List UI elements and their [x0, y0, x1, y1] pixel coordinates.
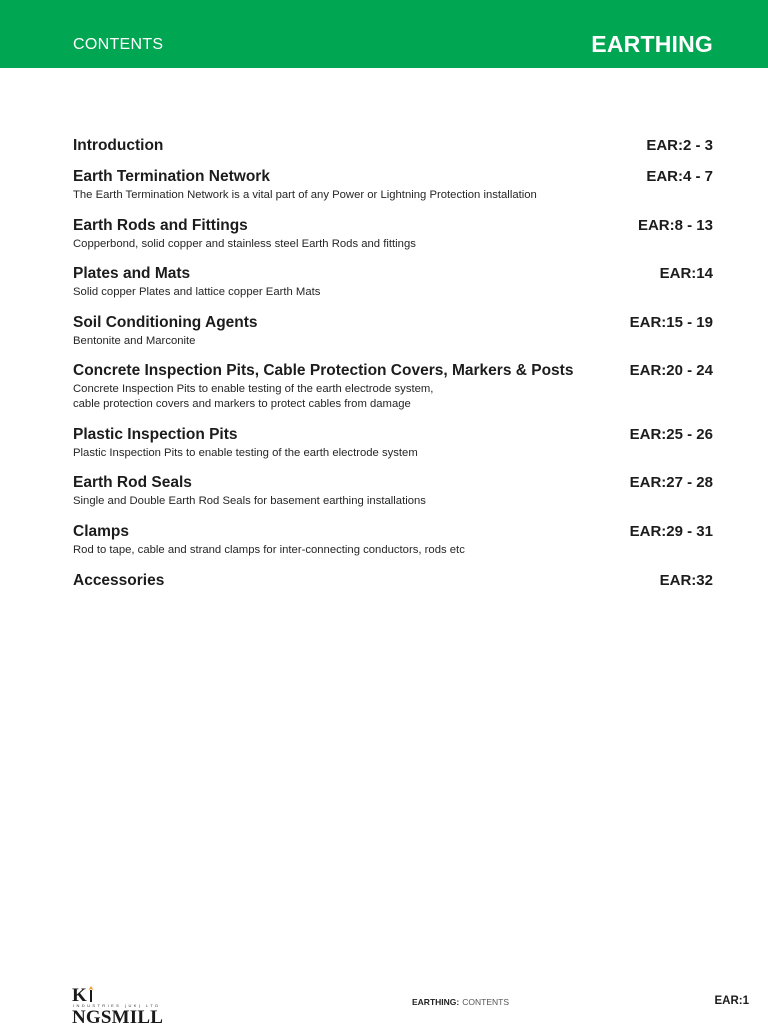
- toc-title: Introduction: [73, 137, 164, 154]
- toc-entry: [73, 314, 713, 349]
- header-bar: [0, 0, 768, 68]
- toc-entry: [73, 523, 713, 558]
- toc-title-row: [73, 217, 713, 235]
- toc-entry: [73, 362, 713, 412]
- toc-title-row: [73, 265, 713, 283]
- toc-page-ref: EAR:29 - 31: [629, 523, 713, 540]
- page-number: EAR:1: [714, 995, 749, 1007]
- logo-tagline: INDUSTRIES (UK) LTD: [73, 1003, 161, 1008]
- section-label: CONTENTS: [73, 36, 164, 53]
- toc-description: Copperbond, solid copper and stainless steel Earth Rods and fittings: [73, 238, 416, 250]
- toc-description: Solid copper Plates and lattice copper Earth Mats: [73, 286, 321, 298]
- toc-title: Earth Rods and Fittings: [73, 217, 248, 234]
- toc-description: Plastic Inspection Pits to enable testing of the earth electrode system: [73, 447, 418, 459]
- toc-description: Concrete Inspection Pits to enable testing of the earth electrode system,: [73, 383, 434, 395]
- toc-entry: [73, 217, 713, 252]
- toc-page-ref: EAR:4 - 7: [646, 168, 713, 185]
- toc-description: The Earth Termination Network is a vital part of any Power or Lightning Protection installation: [73, 189, 537, 201]
- toc-title-row: [73, 572, 713, 590]
- toc-title: Soil Conditioning Agents: [73, 314, 258, 331]
- toc-page-ref: EAR:14: [659, 265, 713, 282]
- toc-title-row: [73, 137, 713, 155]
- footer-section: CONTENTS: [462, 997, 509, 1007]
- logo-letter-k: K: [72, 985, 87, 1006]
- toc-description: Rod to tape, cable and strand clamps for inter-connecting conductors, rods etc: [73, 544, 465, 556]
- toc-entry: [73, 474, 713, 509]
- toc-description: Single and Double Earth Rod Seals for basement earthing installations: [73, 495, 426, 507]
- toc-title-row: [73, 474, 713, 492]
- toc-page-ref: EAR:27 - 28: [629, 474, 713, 491]
- toc-title-row: [73, 523, 713, 541]
- toc-title: Earth Rod Seals: [73, 474, 192, 491]
- toc-title-row: [73, 314, 713, 332]
- toc-entry: [73, 572, 713, 590]
- toc-entry: [73, 426, 713, 461]
- toc-page-ref: EAR:2 - 3: [646, 137, 713, 154]
- toc-title: Earth Termination Network: [73, 168, 270, 185]
- toc-entry: [73, 168, 713, 203]
- kingsmill-logo: [72, 985, 178, 1024]
- toc-entry: [73, 265, 713, 300]
- toc-title: Accessories: [73, 572, 165, 589]
- toc-title: Plastic Inspection Pits: [73, 426, 238, 443]
- toc-entry: [73, 137, 713, 155]
- logo-i-icon: [87, 986, 95, 1002]
- toc-description: Bentonite and Marconite: [73, 335, 196, 347]
- footer-chapter: EARTHING:: [412, 997, 460, 1007]
- toc-page-ref: EAR:32: [659, 572, 713, 589]
- toc-title: Plates and Mats: [73, 265, 191, 282]
- toc-page-ref: EAR:25 - 26: [629, 426, 713, 443]
- toc-title-row: [73, 362, 713, 380]
- footer-section-label: [412, 997, 509, 1007]
- toc-title-row: [73, 168, 713, 186]
- toc-title: Clamps: [73, 523, 129, 540]
- toc-title-row: [73, 426, 713, 444]
- toc-page-ref: EAR:15 - 19: [629, 314, 713, 331]
- toc-description: cable protection covers and markers to protect cables from damage: [73, 398, 411, 410]
- toc-page-ref: EAR:8 - 13: [637, 217, 713, 234]
- toc-title: Concrete Inspection Pits, Cable Protection Covers, Markers & Posts: [73, 362, 574, 379]
- toc-page-ref: EAR:20 - 24: [629, 362, 713, 379]
- logo-letters: NGSMILL: [72, 1007, 164, 1024]
- chapter-title: EARTHING: [591, 31, 713, 57]
